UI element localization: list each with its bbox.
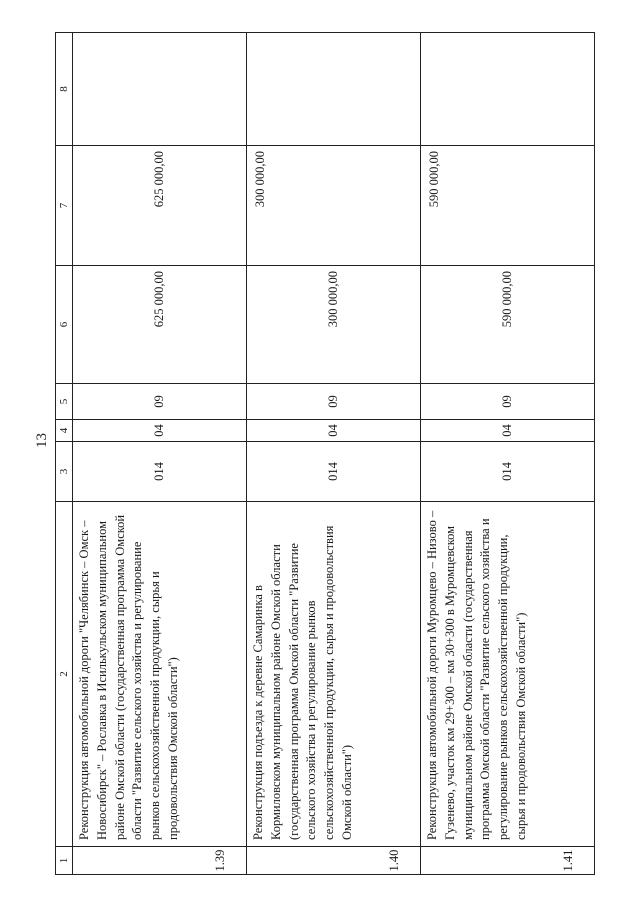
table-row	[73, 33, 247, 875]
column-header: 4	[56, 420, 73, 442]
code-cell: 04	[247, 420, 421, 442]
row-number: 1.41	[421, 847, 595, 875]
row-number: 1.40	[247, 847, 421, 875]
amount-cell: 300 000,00	[247, 266, 421, 384]
code-cell: 09	[421, 384, 595, 420]
code-cell: 04	[421, 420, 595, 442]
project-name: Реконструкция автомобильной дороги Муромцево – Низово – Гузенево, участок км 29+300 – км 30+300 в Муромцевском муниципальном районе Омской области (государственная программа Омской области "Развитие сельского хозяйства и регулирование рынков сельскохозяйственной продукции, сырья и продовольствия Омской области")	[421, 502, 595, 847]
code-cell: 014	[73, 442, 247, 502]
column-header: 1	[56, 847, 73, 875]
amount-cell: 625 000,00	[73, 146, 247, 266]
column-header: 3	[56, 442, 73, 502]
code-cell: 014	[247, 442, 421, 502]
amount-cell: 625 000,00	[73, 266, 247, 384]
page-number: 13	[34, 433, 50, 448]
empty-cell	[73, 33, 247, 146]
amount-cell: 590 000,00	[421, 266, 595, 384]
code-cell: 09	[73, 384, 247, 420]
code-cell: 09	[247, 384, 421, 420]
code-cell: 014	[421, 442, 595, 502]
project-name: Реконструкция автомобильной дороги "Челябинск – Омск – Новосибирск" – Рославка в Исилькульском муниципальном районе Омской области (государственная программа Омской области "Развитие сельского хозяйства и регулирование рынков сельскохозяйственной продукции, сырья и продовольствия Омской области")	[73, 502, 247, 847]
column-header: 7	[56, 146, 73, 266]
table-row	[421, 33, 595, 875]
code-cell: 04	[73, 420, 247, 442]
rotated-table-sheet	[55, 33, 595, 875]
empty-cell	[421, 33, 595, 146]
column-header: 8	[56, 33, 73, 146]
row-number: 1.39	[73, 847, 247, 875]
column-header: 2	[56, 502, 73, 847]
column-header: 5	[56, 384, 73, 420]
empty-cell	[247, 33, 421, 146]
project-name: Реконструкция подъезда к деревне Самаринка в Кормиловском муниципальном районе Омской области (государственная программа Омской области "Развитие сельского хозяйства и регулирование рынков сельскохозяйственной продукции, сырья и продовольствия Омской области")	[247, 502, 421, 847]
amount-cell: 590 000,00	[421, 146, 595, 266]
table-row	[247, 33, 421, 875]
amount-cell: 300 000,00	[247, 146, 421, 266]
budget-table	[55, 32, 595, 875]
column-header: 6	[56, 266, 73, 384]
column-number-row	[56, 33, 73, 875]
